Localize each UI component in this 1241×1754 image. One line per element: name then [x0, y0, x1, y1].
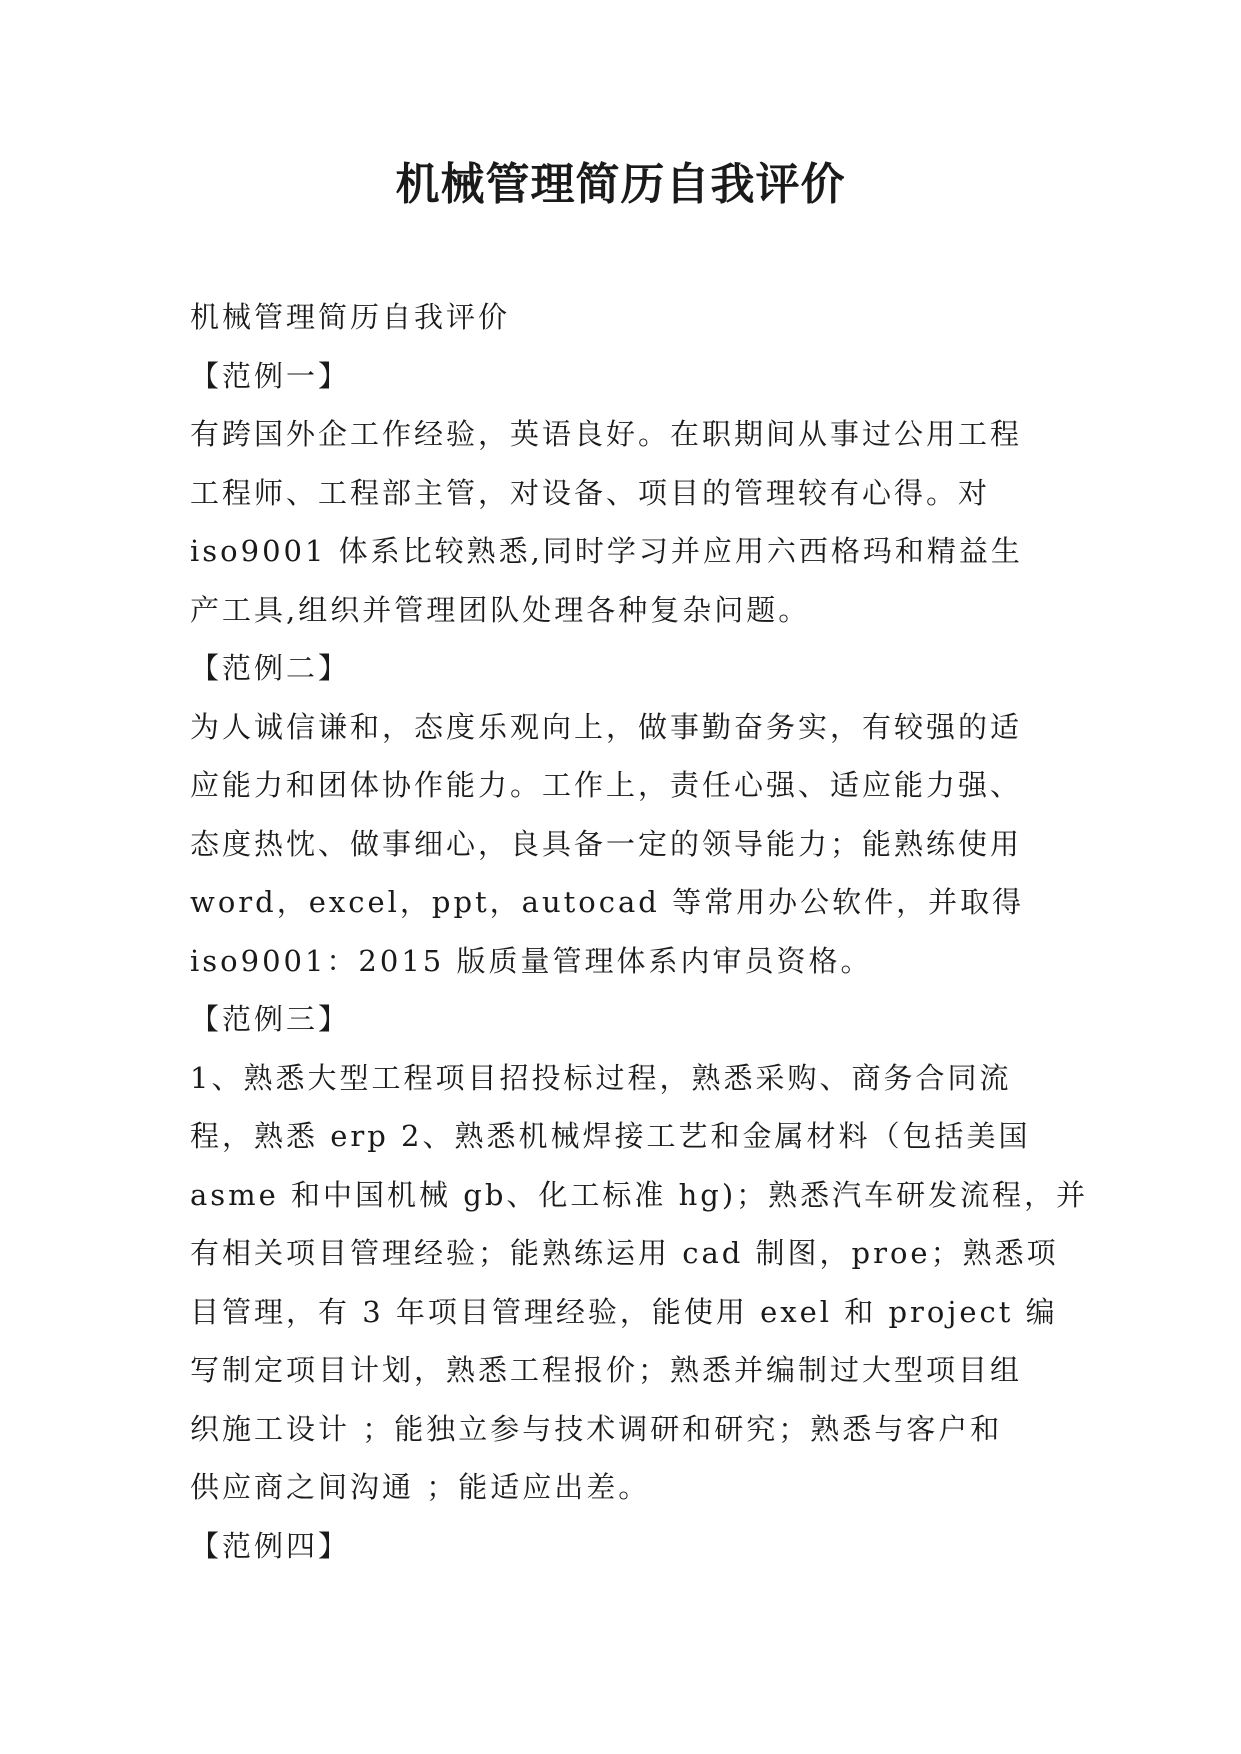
body-subtitle: 机械管理简历自我评价 — [190, 300, 511, 334]
paragraph-line: 目管理，有 3 年项目管理经验，能使用 exel 和 project 编 — [190, 1294, 1058, 1329]
paragraph-line: 程，熟悉 erp 2、熟悉机械焊接工艺和金属材料（包括美国 — [190, 1119, 1031, 1153]
paragraph-line: iso9001：2015 版质量管理体系内审员资格。 — [190, 943, 873, 978]
paragraph-line: 产工具,组织并管理团队处理各种复杂问题。 — [190, 592, 811, 627]
section-heading-example-4: 【范例四】 — [190, 1528, 351, 1563]
paragraph-line: 织施工设计 ；能独立参与技术调研和研究；熟悉与客户和 — [190, 1411, 1003, 1446]
paragraph-line: iso9001 体系比较熟悉,同时学习并应用六西格玛和精益生 — [190, 534, 1023, 568]
paragraph-line: 为人诚信谦和，态度乐观向上，做事勤奋务实，有较强的适 — [190, 709, 1023, 744]
section-heading-example-1: 【范例一】 — [190, 358, 351, 393]
paragraph-line: 应能力和团体协作能力。工作上，责任心强、适应能力强、 — [190, 768, 1023, 802]
paragraph-line: 供应商之间沟通 ；能适应出差。 — [190, 1470, 651, 1504]
section-heading-example-2: 【范例二】 — [190, 651, 351, 685]
paragraph-line: asme 和中国机械 gb、化工标准 hg)；熟悉汽车研发流程，并 — [190, 1177, 1089, 1212]
document-title: 机械管理简历自我评价 — [395, 159, 846, 210]
paragraph-line: 有相关项目管理经验；能熟练运用 cad 制图，proe；熟悉项 — [190, 1236, 1059, 1270]
section-heading-example-3: 【范例三】 — [190, 1002, 351, 1036]
paragraph-line: word，excel，ppt，autocad 等常用办公软件，并取得 — [190, 885, 1025, 919]
paragraph-line: 工程师、工程部主管，对设备、项目的管理较有心得。对 — [190, 475, 991, 510]
paragraph-line: 态度热忱、做事细心，良具备一定的领导能力；能熟练使用 — [190, 826, 1023, 861]
paragraph-line: 写制定项目计划，熟悉工程报价；熟悉并编制过大型项目组 — [190, 1353, 1023, 1387]
paragraph-line: 1、熟悉大型工程项目招投标过程，熟悉采购、商务合同流 — [190, 1060, 1012, 1095]
paragraph-line: 有跨国外企工作经验，英语良好。在职期间从事过公用工程 — [190, 417, 1023, 451]
document-body — [190, 288, 1089, 1575]
